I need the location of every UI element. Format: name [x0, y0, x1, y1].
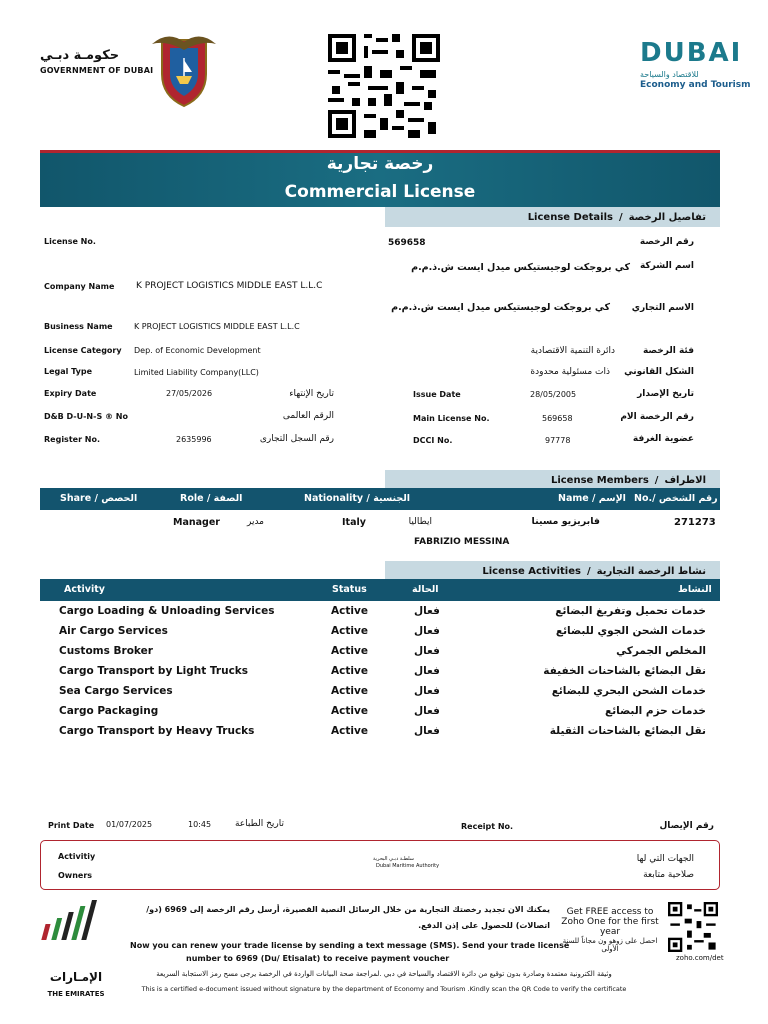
member-person-no: 271273 [674, 517, 716, 528]
activity-name-en: Cargo Packaging [59, 705, 159, 717]
print-date-label: Print Date [48, 821, 95, 830]
license-category-label: License Category [44, 346, 122, 355]
zoho-offer-ar: احصل على زوهو ون مجاناً للسنة الأولى [562, 937, 658, 953]
zoho-url: zoho.com/det [676, 954, 724, 962]
activity-row [40, 602, 720, 622]
activity-status-ar: فعال [414, 645, 440, 657]
zoho-offer [558, 907, 662, 953]
expiry-date-label-ar: تاريخ الإنتهاء [289, 389, 334, 399]
issue-date-label-ar: تاريخ الإصدار [637, 389, 694, 399]
activity-status-ar: فعال [414, 665, 440, 677]
license-activities-title-en: License Activities [482, 565, 581, 577]
license-title-en: Commercial License [284, 182, 476, 202]
activity-name-en: Cargo Loading & Unloading Services [59, 605, 275, 617]
duns-label: D&B D-U-N-S ® No [44, 412, 128, 421]
section-separator: / [618, 211, 623, 223]
activity-status: Active [331, 725, 368, 737]
expiry-date-label: Expiry Date [44, 389, 97, 398]
maritime-authority-ar: سلطـة دبـي البحرية [372, 856, 414, 862]
col-share: Share / الحصص [60, 493, 138, 504]
dcci-value: 97778 [545, 436, 571, 445]
parties-label-ar: الجهات التي لها [636, 854, 694, 864]
license-no-label-ar: رقم الرخصة [639, 237, 694, 247]
activity-row [40, 682, 720, 702]
member-nationality-ar: ايطاليا [408, 517, 432, 527]
print-date-label-ar: تاريخ الطباعة [234, 819, 284, 829]
license-title-ar: رخصة تجارية [326, 154, 434, 174]
register-no-label: Register No. [44, 435, 101, 444]
dcci-label-ar: عضوية الغرفة [632, 434, 694, 444]
activity-row [40, 622, 720, 642]
uae-logo-ar: الإمـارات [49, 970, 103, 984]
legal-type-label: Legal Type [44, 367, 93, 376]
activity-name-ar: خدمات تحميل وتفريغ البضائع [555, 605, 706, 617]
issue-date-value: 28/05/2005 [530, 390, 577, 399]
company-name-label: Company Name [44, 282, 115, 291]
zoho-offer-line-3: year [599, 927, 621, 937]
main-license-label: Main License No. [413, 414, 490, 423]
legal-type-label-ar: الشكل القانوني [624, 367, 694, 377]
government-title-ar: حكومـة دبـي [40, 48, 120, 63]
owners-label: Owners [58, 871, 93, 880]
license-no-value: 569658 [388, 238, 426, 248]
business-name-value: K PROJECT LOGISTICS MIDDLE EAST L.L.C [134, 322, 300, 331]
activity-name-ar: نقل البضائع بالشاحنات الثقيلة [549, 725, 706, 737]
maritime-authority-en: Dubai Maritime Authority [376, 863, 440, 869]
activity-status-ar: فعال [414, 625, 440, 637]
main-license-value: 569658 [542, 414, 573, 423]
activity-status: Active [331, 665, 368, 677]
license-activities-header [385, 561, 720, 581]
activities-table-header [40, 579, 720, 601]
dcci-label: DCCI No. [413, 436, 453, 445]
government-title-en: GOVERNMENT OF DUBAI [40, 66, 154, 75]
register-no-label-ar: رقم السجل التجارى [259, 434, 334, 444]
company-name-ar: كي بروجكت لوجيستيكس ميدل ايست ش.ذ.م.م [411, 262, 630, 273]
duns-label-ar: الرقم العالمى [282, 411, 334, 421]
activity-name-ar: خدمات الشحن الجوي للبضائع [555, 625, 706, 637]
license-members-title-ar: الاطراف [664, 474, 706, 486]
members-table-header [40, 488, 720, 510]
sms-renewal-ar-1: يمكنك الان تجديد رخصتك التجارية من خلال الرسائل النصية القصيرة، أرسل رقم الرخصة إلى 6969 (دو/ [146, 905, 550, 914]
activity-status: Active [331, 625, 368, 637]
license-details-header [385, 207, 720, 227]
zoho-qr-code-icon [666, 902, 720, 952]
license-details-title-en: License Details [527, 211, 613, 223]
activity-row [40, 722, 720, 742]
activity-status-ar: فعال [414, 605, 440, 617]
activity-name-ar: خدمات الشحن البحري للبضائع [551, 685, 706, 697]
uae-emirates-logo-icon [40, 900, 112, 956]
activity-name-en: Air Cargo Services [59, 625, 168, 637]
license-members-header [385, 470, 720, 490]
business-name-ar: كي بروجكت لوجيستيكس ميدل ايست ش.ذ.م.م [391, 302, 610, 313]
col-role: Role / الصفة [180, 493, 243, 504]
activity-row [40, 662, 720, 682]
activity-name-en: Cargo Transport by Light Trucks [59, 665, 249, 677]
receipt-no-label-ar: رقم الإيصال [659, 821, 714, 831]
dubai-economy-en: Economy and Tourism [640, 80, 751, 90]
activity-name-en: Sea Cargo Services [59, 685, 173, 697]
qr-code-icon [328, 34, 440, 138]
activity-status-ar: فعال [414, 705, 440, 717]
sms-renewal-en-1: Now you can renew your trade license by sending a text message (SMS). Send your trade license [130, 941, 570, 950]
activity-status: Active [331, 685, 368, 697]
zoho-offer-line-1: Get FREE access to [566, 907, 654, 917]
uae-logo-en: THE EMIRATES [47, 990, 105, 998]
activity-row [40, 642, 720, 662]
col-status: Status [332, 584, 367, 595]
issue-date-label: Issue Date [413, 390, 461, 399]
activity-status: Active [331, 605, 368, 617]
member-name-ar: فابريزيو مسينا [531, 516, 600, 527]
dubai-economy-ar: للاقتصاد والسياحة [640, 70, 699, 79]
activity-name-ar: المخلص الجمركي [616, 645, 706, 657]
sms-renewal-ar-2: اتصالات) للحصول على إذن الدفع. [418, 921, 550, 930]
legal-type-ar: ذات مسئولية محدودة [530, 367, 610, 377]
company-name-label-ar: اسم الشركة [639, 261, 694, 271]
col-person-no: No./ رقم الشخص [634, 493, 718, 504]
sms-renewal-en-2: number to 6969 (Du/ Etisalat) to receive payment voucher [186, 954, 450, 963]
expiry-date-value: 27/05/2026 [166, 389, 213, 398]
register-no-value: 2635996 [176, 435, 212, 444]
license-members-title-en: License Members [550, 474, 649, 486]
member-role-ar: مدير [246, 517, 264, 527]
company-name-value: K PROJECT LOGISTICS MIDDLE EAST L.L.C [136, 281, 323, 291]
section-separator: / [586, 565, 591, 577]
activity-name-ar: نقل البضائع بالشاحنات الخفيفة [543, 665, 706, 677]
member-role-en: Manager [173, 517, 220, 528]
license-activities-title-ar: نشاط الرخصة التجارية [596, 565, 706, 577]
col-status-ar: الحالة [412, 584, 439, 595]
license-no-label: License No. [44, 237, 96, 246]
disclaimer-ar: وثيقة الكترونية معتمدة وصادرة بدون توقيع من دائرة الاقتصاد والسياحة في دبي .لمراجعة صحة البيانات الواردة في الرخصة يرجى مسح رمز الاستجابة السريعة [156, 970, 612, 978]
dubai-economy-logo: DUBAI [640, 38, 743, 68]
business-name-label-ar: الاسم التجاري [631, 303, 694, 313]
legal-type-value: Limited Liability Company(LLC) [134, 368, 259, 377]
zoho-offer-line-2: Zoho One for the first [561, 917, 659, 927]
dubai-emblem-icon [148, 30, 220, 110]
activity-status-ar: فعال [414, 685, 440, 697]
print-date-value: 01/07/2025 [106, 820, 153, 829]
activity-status: Active [331, 645, 368, 657]
license-details-title-ar: تفاصيل الرخصة [628, 211, 706, 223]
receipt-no-label: Receipt No. [461, 822, 514, 831]
license-category-value: Dep. of Economic Development [134, 346, 261, 355]
disclaimer-en: This is a certified e-document issued without signature by the department of Economy and Tourism .Kindly scan the QR Code to verify the certificate [141, 985, 627, 993]
license-category-ar: دائرة التنمية الاقتصادية [530, 346, 615, 356]
activity-authority-label: Activitiy [58, 852, 96, 861]
print-time-value: 10:45 [188, 820, 212, 829]
business-name-label: Business Name [44, 322, 113, 331]
col-activity: Activity [64, 584, 105, 595]
activity-name-en: Customs Broker [59, 645, 153, 657]
main-license-label-ar: رقم الرخصة الام [620, 412, 694, 422]
col-name: Name / الإسم [558, 493, 626, 504]
activity-status: Active [331, 705, 368, 717]
activity-name-ar: خدمات حزم البضائع [605, 705, 706, 717]
activity-status-ar: فعال [414, 725, 440, 737]
col-nationality: Nationality / الجنسية [304, 493, 411, 504]
member-name-en: FABRIZIO MESSINA [414, 537, 510, 547]
member-nationality-en: Italy [342, 517, 366, 528]
activity-row [40, 702, 720, 722]
col-activity-ar: النشاط [678, 584, 712, 595]
validity-label-ar: صلاحية متابعة [643, 870, 694, 880]
license-category-label-ar: فئة الرخصة [642, 346, 694, 356]
activity-name-en: Cargo Transport by Heavy Trucks [59, 725, 255, 737]
section-separator: / [654, 474, 659, 486]
